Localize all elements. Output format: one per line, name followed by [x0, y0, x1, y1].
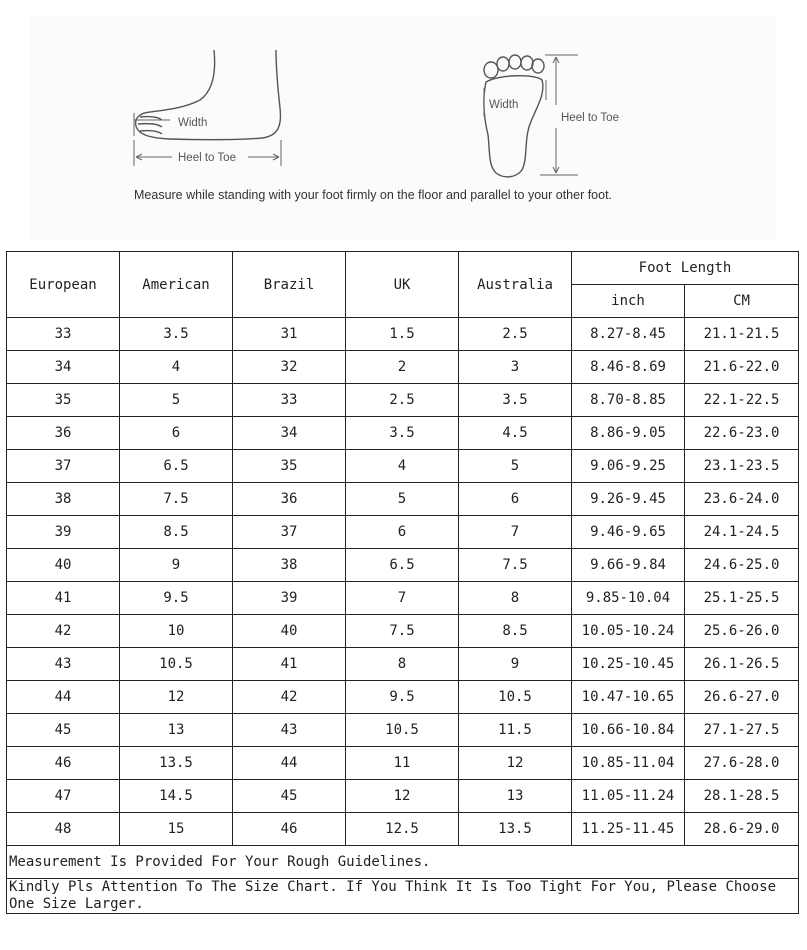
table-row — [7, 516, 799, 549]
cell-australia: 3 — [459, 351, 572, 384]
cell-european: 46 — [7, 747, 120, 780]
cell-australia: 13.5 — [459, 813, 572, 846]
note-row-guidelines — [7, 846, 799, 879]
header-australia: Australia — [459, 252, 572, 318]
cell-australia: 2.5 — [459, 318, 572, 351]
cell-australia: 12 — [459, 747, 572, 780]
cell-uk: 3.5 — [346, 417, 459, 450]
cell-uk: 11 — [346, 747, 459, 780]
cell-inch: 11.05-11.24 — [572, 780, 685, 813]
cell-uk: 2.5 — [346, 384, 459, 417]
cell-american: 3.5 — [120, 318, 233, 351]
cell-european: 35 — [7, 384, 120, 417]
table-row — [7, 384, 799, 417]
cell-european: 36 — [7, 417, 120, 450]
cell-uk: 8 — [346, 648, 459, 681]
cell-australia: 9 — [459, 648, 572, 681]
cell-inch: 9.66-9.84 — [572, 549, 685, 582]
cell-brazil: 36 — [233, 483, 346, 516]
cell-cm: 27.1-27.5 — [685, 714, 799, 747]
cell-cm: 27.6-28.0 — [685, 747, 799, 780]
cell-uk: 12 — [346, 780, 459, 813]
cell-australia: 4.5 — [459, 417, 572, 450]
cell-uk: 10.5 — [346, 714, 459, 747]
cell-uk: 5 — [346, 483, 459, 516]
cell-inch: 9.85-10.04 — [572, 582, 685, 615]
table-row — [7, 681, 799, 714]
cell-cm: 23.6-24.0 — [685, 483, 799, 516]
header-row — [7, 252, 799, 285]
header-cm: CM — [685, 285, 799, 318]
cell-brazil: 33 — [233, 384, 346, 417]
cell-brazil: 35 — [233, 450, 346, 483]
header-european: European — [7, 252, 120, 318]
cell-american: 9.5 — [120, 582, 233, 615]
cell-australia: 8.5 — [459, 615, 572, 648]
cell-brazil: 38 — [233, 549, 346, 582]
table-row — [7, 747, 799, 780]
cell-brazil: 39 — [233, 582, 346, 615]
sole-width-label: Width — [489, 99, 519, 111]
cell-inch: 8.46-8.69 — [572, 351, 685, 384]
cell-american: 13 — [120, 714, 233, 747]
cell-european: 38 — [7, 483, 120, 516]
cell-american: 14.5 — [120, 780, 233, 813]
cell-inch: 10.47-10.65 — [572, 681, 685, 714]
cell-brazil: 31 — [233, 318, 346, 351]
cell-american: 10.5 — [120, 648, 233, 681]
cell-american: 6.5 — [120, 450, 233, 483]
cell-uk: 7.5 — [346, 615, 459, 648]
cell-brazil: 32 — [233, 351, 346, 384]
cell-uk: 1.5 — [346, 318, 459, 351]
side-foot-icon — [136, 50, 281, 140]
header-uk: UK — [346, 252, 459, 318]
cell-uk: 2 — [346, 351, 459, 384]
cell-american: 7.5 — [120, 483, 233, 516]
cell-cm: 25.6-26.0 — [685, 615, 799, 648]
cell-brazil: 41 — [233, 648, 346, 681]
cell-australia: 11.5 — [459, 714, 572, 747]
cell-australia: 8 — [459, 582, 572, 615]
table-row — [7, 549, 799, 582]
cell-american: 4 — [120, 351, 233, 384]
note-size-advice: Kindly Pls Attention To The Size Chart. If You Think It Is Too Tight For You, Please Choose One Size Larger. — [7, 879, 799, 914]
note-guidelines: Measurement Is Provided For Your Rough Guidelines. — [7, 846, 799, 879]
cell-european: 44 — [7, 681, 120, 714]
table-row — [7, 615, 799, 648]
table-row — [7, 318, 799, 351]
table-row — [7, 780, 799, 813]
cell-brazil: 45 — [233, 780, 346, 813]
cell-cm: 28.1-28.5 — [685, 780, 799, 813]
cell-cm: 24.6-25.0 — [685, 549, 799, 582]
cell-american: 6 — [120, 417, 233, 450]
cell-brazil: 43 — [233, 714, 346, 747]
side-length-label: Heel to Toe — [178, 152, 236, 164]
cell-american: 15 — [120, 813, 233, 846]
cell-australia: 13 — [459, 780, 572, 813]
cell-inch: 8.70-8.85 — [572, 384, 685, 417]
cell-cm: 25.1-25.5 — [685, 582, 799, 615]
cell-uk: 4 — [346, 450, 459, 483]
cell-inch: 9.46-9.65 — [572, 516, 685, 549]
cell-brazil: 37 — [233, 516, 346, 549]
cell-european: 33 — [7, 318, 120, 351]
table-row — [7, 648, 799, 681]
header-foot-length: Foot Length — [572, 252, 799, 285]
cell-cm: 22.6-23.0 — [685, 417, 799, 450]
table-row — [7, 813, 799, 846]
cell-european: 34 — [7, 351, 120, 384]
sole-foot-icon — [484, 55, 544, 177]
table-row — [7, 450, 799, 483]
cell-cm: 28.6-29.0 — [685, 813, 799, 846]
cell-inch: 10.85-11.04 — [572, 747, 685, 780]
cell-cm: 26.6-27.0 — [685, 681, 799, 714]
table-row — [7, 483, 799, 516]
cell-american: 9 — [120, 549, 233, 582]
cell-american: 8.5 — [120, 516, 233, 549]
size-rows — [7, 318, 799, 846]
cell-american: 12 — [120, 681, 233, 714]
cell-cm: 21.1-21.5 — [685, 318, 799, 351]
cell-cm: 22.1-22.5 — [685, 384, 799, 417]
cell-inch: 9.06-9.25 — [572, 450, 685, 483]
cell-european: 47 — [7, 780, 120, 813]
cell-european: 37 — [7, 450, 120, 483]
cell-inch: 8.86-9.05 — [572, 417, 685, 450]
cell-american: 13.5 — [120, 747, 233, 780]
cell-inch: 11.25-11.45 — [572, 813, 685, 846]
cell-brazil: 40 — [233, 615, 346, 648]
cell-australia: 7 — [459, 516, 572, 549]
table-row — [7, 351, 799, 384]
cell-cm: 21.6-22.0 — [685, 351, 799, 384]
cell-cm: 24.1-24.5 — [685, 516, 799, 549]
cell-european: 40 — [7, 549, 120, 582]
cell-cm: 26.1-26.5 — [685, 648, 799, 681]
cell-uk: 9.5 — [346, 681, 459, 714]
cell-australia: 5 — [459, 450, 572, 483]
table-row — [7, 582, 799, 615]
cell-australia: 10.5 — [459, 681, 572, 714]
cell-uk: 12.5 — [346, 813, 459, 846]
table-row — [7, 417, 799, 450]
cell-uk: 7 — [346, 582, 459, 615]
cell-inch: 9.26-9.45 — [572, 483, 685, 516]
cell-uk: 6 — [346, 516, 459, 549]
cell-american: 5 — [120, 384, 233, 417]
cell-european: 39 — [7, 516, 120, 549]
cell-european: 48 — [7, 813, 120, 846]
cell-brazil: 44 — [233, 747, 346, 780]
cell-brazil: 34 — [233, 417, 346, 450]
cell-inch: 10.05-10.24 — [572, 615, 685, 648]
cell-inch: 10.66-10.84 — [572, 714, 685, 747]
side-width-label: Width — [178, 117, 208, 129]
cell-european: 42 — [7, 615, 120, 648]
cell-australia: 6 — [459, 483, 572, 516]
header-american: American — [120, 252, 233, 318]
table-row — [7, 714, 799, 747]
cell-inch: 8.27-8.45 — [572, 318, 685, 351]
foot-illustrations — [0, 0, 807, 245]
size-chart-table — [6, 251, 799, 914]
cell-uk: 6.5 — [346, 549, 459, 582]
cell-cm: 23.1-23.5 — [685, 450, 799, 483]
cell-brazil: 42 — [233, 681, 346, 714]
foot-measurement-diagram — [0, 0, 807, 245]
cell-australia: 3.5 — [459, 384, 572, 417]
cell-inch: 10.25-10.45 — [572, 648, 685, 681]
cell-european: 43 — [7, 648, 120, 681]
header-brazil: Brazil — [233, 252, 346, 318]
cell-american: 10 — [120, 615, 233, 648]
header-inch: inch — [572, 285, 685, 318]
note-row-size-advice — [7, 879, 799, 914]
cell-australia: 7.5 — [459, 549, 572, 582]
measure-caption: Measure while standing with your foot firmly on the floor and parallel to your other foot. — [134, 188, 613, 202]
cell-brazil: 46 — [233, 813, 346, 846]
sole-length-label: Heel to Toe — [561, 112, 619, 124]
cell-european: 41 — [7, 582, 120, 615]
cell-european: 45 — [7, 714, 120, 747]
